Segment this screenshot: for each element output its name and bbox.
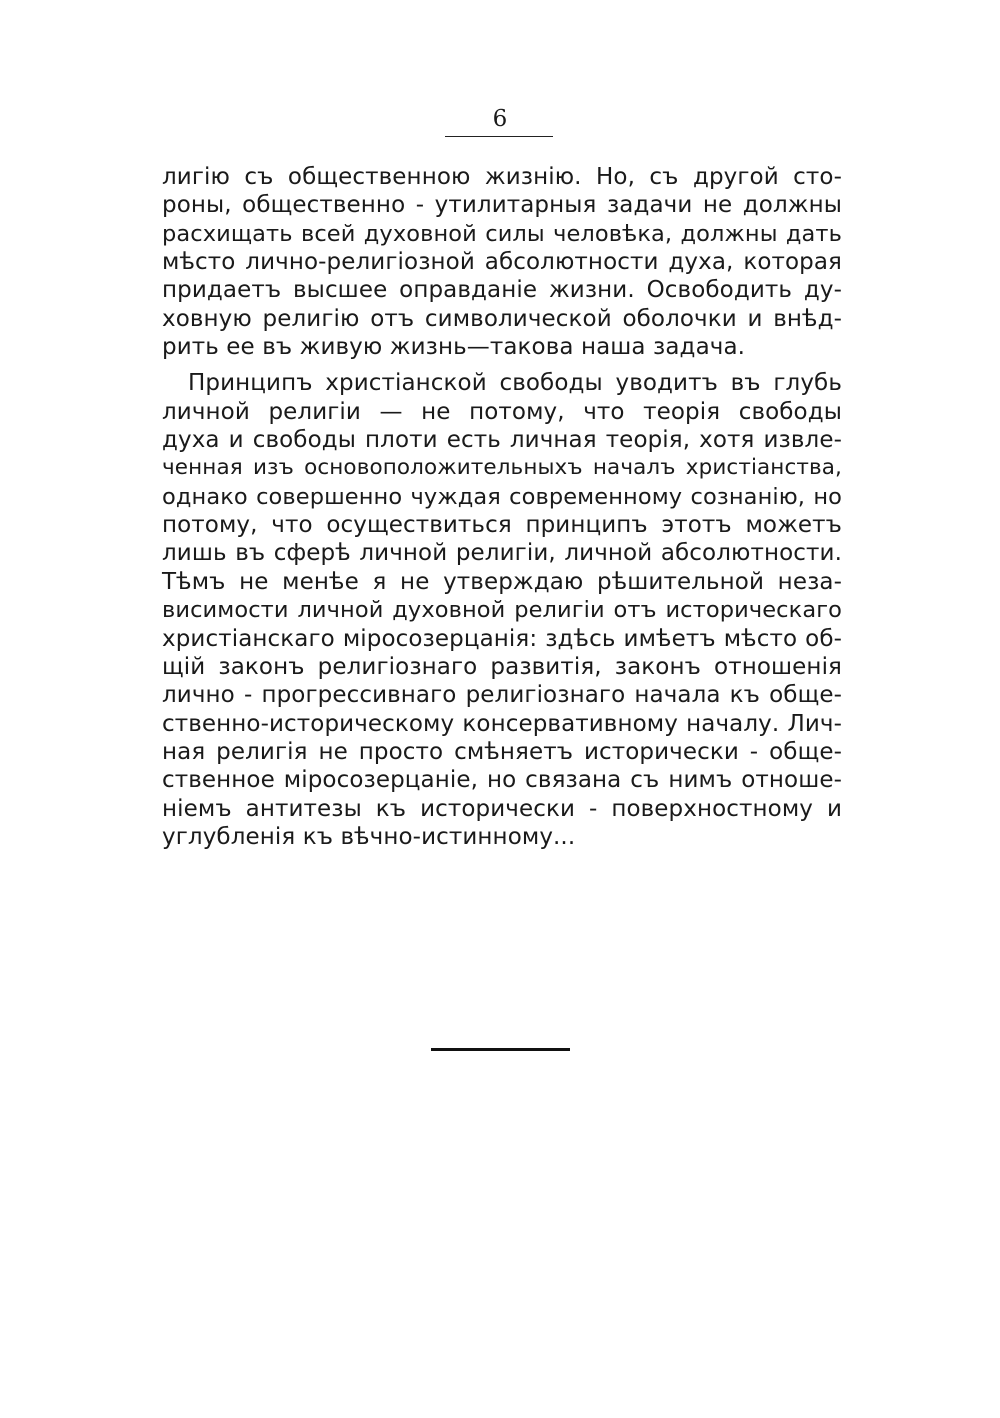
- text-line: однако совершенно чуждая современному сознанію, но: [162, 483, 842, 510]
- text-line: висимости личной духовной религіи отъ историческаго: [162, 597, 842, 624]
- text-line: потому, что осуществиться принципъ этотъ можетъ: [162, 512, 842, 539]
- text-line: ственное міросозерцаніе, но связана съ нимъ отноше-: [162, 767, 842, 794]
- paragraph: [162, 369, 842, 851]
- text-line: Тѣмъ не менѣе я не утверждаю рѣшительной неза-: [162, 568, 842, 595]
- text-line: христіанскаго міросозерцанія: здѣсь имѣетъ мѣсто об-: [162, 625, 842, 652]
- text-line: роны, общественно - утилитарныя задачи не должны: [162, 192, 842, 219]
- text-line: щій законъ религіознаго развитія, законъ отношенія: [162, 653, 842, 680]
- text-line: ченная изъ основоположительныхъ началъ христіанства,: [162, 455, 842, 481]
- text-line: углубленія къ вѣчно-истинному...: [162, 823, 576, 850]
- text-line: лично - прогрессивнаго религіознаго начала къ обще-: [162, 682, 842, 709]
- text-line: ственно-историческому консервативному началу. Лич-: [162, 710, 842, 737]
- text-line: ніемъ антитезы къ исторически - поверхностному и: [162, 795, 842, 822]
- paragraph-gap: [162, 361, 842, 369]
- text-line: духа и свободы плоти есть личная теорія, хотя извле-: [162, 427, 842, 454]
- text-line: ховную религію отъ символической оболочки и внѣд-: [162, 305, 842, 332]
- text-line: лигію съ общественною жизнію. Но, съ другой сто-: [162, 164, 842, 190]
- text-line: рить ее въ живую жизнь—такова наша задача.: [162, 334, 746, 361]
- text-line: Принципъ христіанской свободы уводитъ въ глубь: [188, 370, 842, 397]
- body-text: [162, 163, 842, 851]
- text-line: личной религіи — не потому, что теорія свободы: [162, 398, 842, 425]
- text-line: мѣсто лично-религіозной абсолютности духа, которая: [162, 249, 842, 276]
- text-line: расхищать всей духовной силы человѣка, должны дать: [162, 220, 842, 247]
- page-number: 6: [492, 106, 508, 132]
- paragraph: [162, 163, 842, 361]
- section-end-rule: [431, 1048, 570, 1051]
- text-line: придаетъ высшее оправданіе жизни. Освободить ду-: [162, 277, 842, 304]
- header-rule: [445, 136, 553, 137]
- text-line: ная религія не просто смѣняетъ исторически - обще-: [162, 738, 842, 765]
- text-line: лишь въ сферѣ личной религіи, личной абсолютности.: [162, 540, 842, 567]
